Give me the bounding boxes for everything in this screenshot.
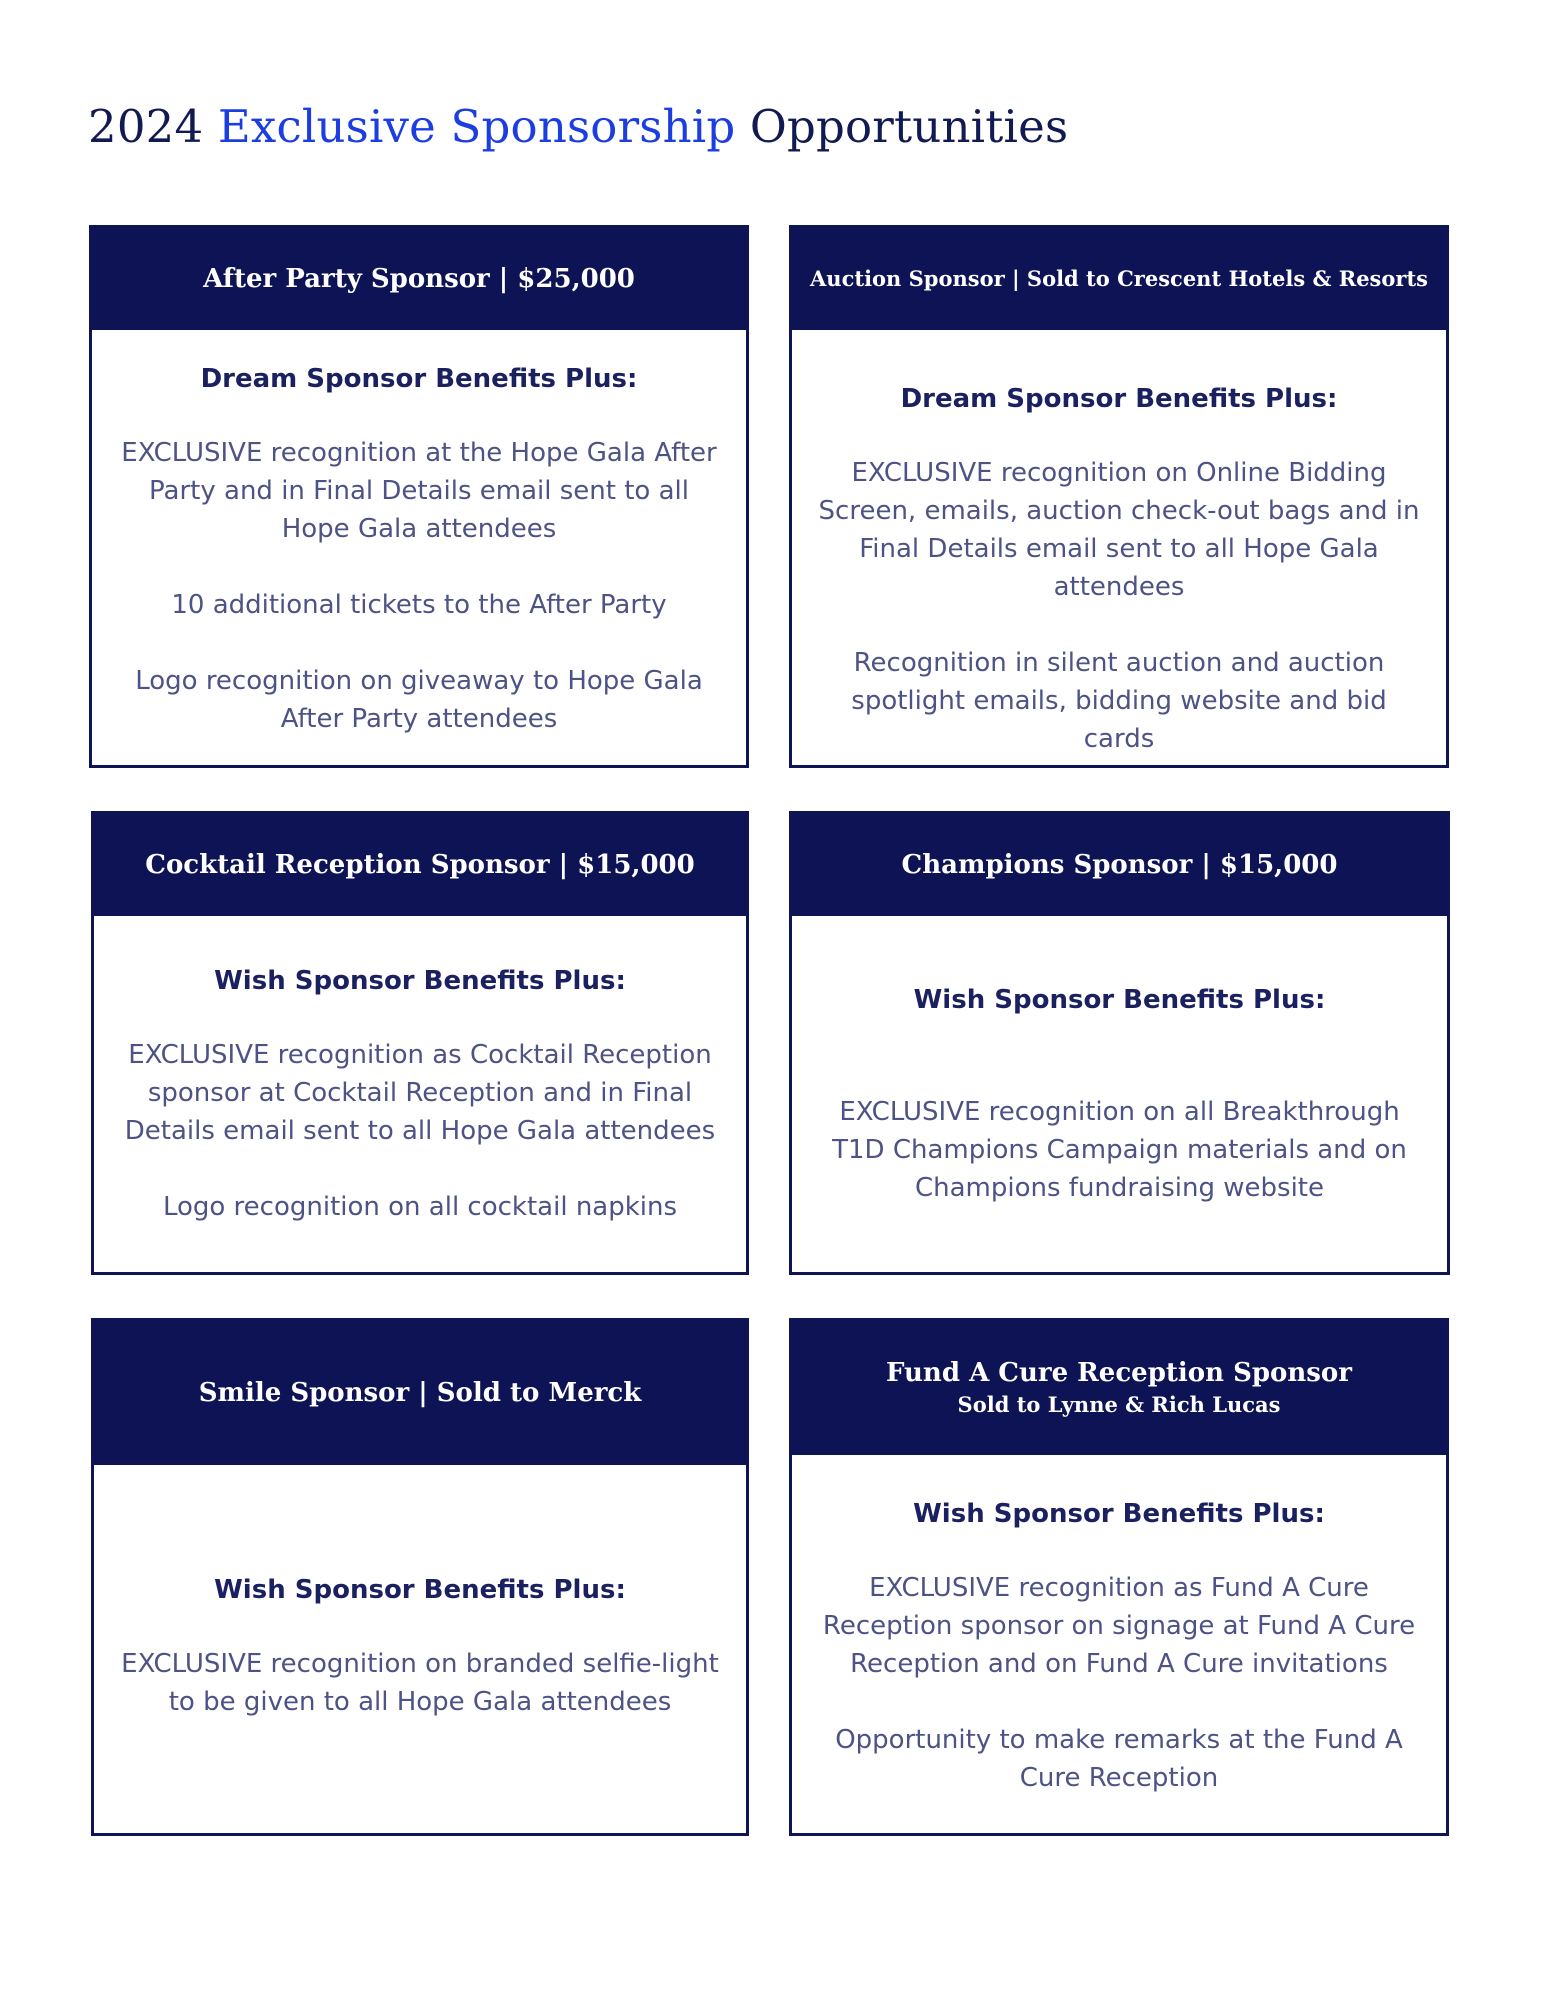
sponsor-card-after-party <box>89 225 749 768</box>
card-header-title: Auction Sponsor | Sold to Crescent Hotels & Resorts <box>810 266 1428 291</box>
sponsor-card-smile <box>91 1318 749 1836</box>
benefits-lead: Wish Sponsor Benefits Plus: <box>214 966 626 996</box>
title-accent: Exclusive Sponsorship <box>217 100 736 153</box>
card-header <box>792 1321 1446 1455</box>
sponsor-card-cocktail-reception <box>91 811 749 1275</box>
card-header-title: Cocktail Reception Sponsor | $15,000 <box>145 850 695 880</box>
sponsor-card-fund-a-cure <box>789 1318 1449 1836</box>
card-header-title: Champions Sponsor | $15,000 <box>901 850 1338 880</box>
title-year: 2024 <box>88 100 204 153</box>
card-body <box>94 1465 746 1833</box>
card-body <box>792 1455 1446 1833</box>
benefit-text: Recognition in silent auction and auction spotlight emails, bidding website and bid cards <box>851 648 1387 754</box>
card-body <box>94 916 746 1272</box>
benefits-lead: Dream Sponsor Benefits Plus: <box>200 364 638 394</box>
benefits-lead: Wish Sponsor Benefits Plus: <box>913 1499 1325 1529</box>
page-title <box>88 100 1068 153</box>
benefit-text: EXCLUSIVE recognition as Fund A Cure Reception sponsor on signage at Fund A Cure Reception and on Fund A Cure invitations <box>822 1573 1416 1679</box>
card-header-title: Fund A Cure Reception Sponsor <box>886 1358 1352 1388</box>
card-header-title: After Party Sponsor | $25,000 <box>203 264 635 294</box>
card-header <box>792 228 1446 330</box>
benefits-lead: Wish Sponsor Benefits Plus: <box>913 985 1326 1015</box>
benefits-lead: Wish Sponsor Benefits Plus: <box>214 1575 626 1605</box>
benefit-text: EXCLUSIVE recognition at the Hope Gala After Party and in Final Details email sent to all Hope Gala attendees <box>121 438 717 544</box>
benefit-text: EXCLUSIVE recognition as Cocktail Reception sponsor at Cocktail Reception and in Final Details email sent to all Hope Gala attendees <box>124 1040 716 1146</box>
card-body <box>92 330 746 765</box>
benefit-text: Logo recognition on all cocktail napkins <box>162 1192 678 1222</box>
card-header-subtitle: Sold to Lynne & Rich Lucas <box>957 1392 1281 1417</box>
sponsor-card-champions <box>789 811 1450 1275</box>
benefit-text: EXCLUSIVE recognition on Online Bidding Screen, emails, auction check-out bags and in Final Details email sent to all Hope Gala attendees <box>818 458 1420 602</box>
benefits-lead: Dream Sponsor Benefits Plus: <box>900 384 1338 414</box>
card-header <box>792 814 1447 916</box>
benefit-text: EXCLUSIVE recognition on all Breakthrough T1D Champions Campaign materials and on Champions fundraising website <box>832 1097 1407 1203</box>
card-header-title: Smile Sponsor | Sold to Merck <box>198 1378 642 1408</box>
card-body <box>792 916 1447 1272</box>
card-header <box>94 814 746 916</box>
benefit-text: Opportunity to make remarks at the Fund A Cure Reception <box>835 1725 1403 1793</box>
card-header <box>92 228 746 330</box>
card-header <box>94 1321 746 1465</box>
card-body <box>792 330 1446 765</box>
benefit-text: 10 additional tickets to the After Party <box>171 590 667 620</box>
benefit-text: EXCLUSIVE recognition on branded selfie-light to be given to all Hope Gala attendees <box>121 1649 719 1717</box>
sponsor-card-auction <box>789 225 1449 768</box>
benefit-text: Logo recognition on giveaway to Hope Gala After Party attendees <box>135 666 703 734</box>
title-rest: Opportunities <box>749 100 1069 153</box>
